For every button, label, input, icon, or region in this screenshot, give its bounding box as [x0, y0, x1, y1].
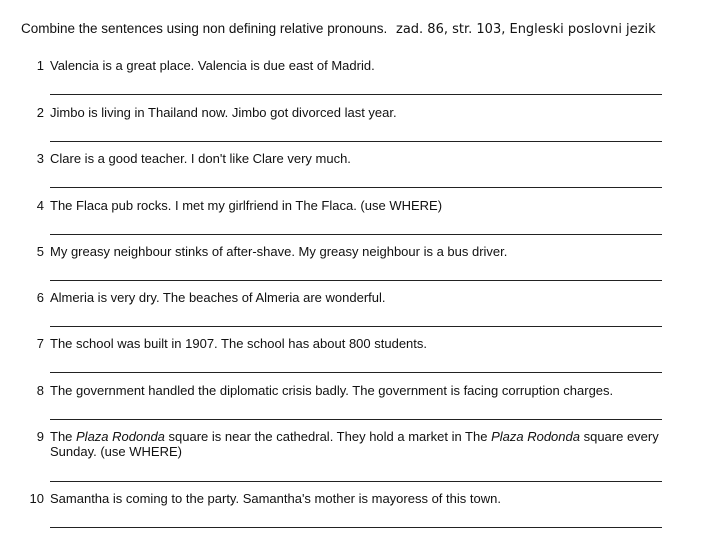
item-sentence — [50, 383, 690, 398]
sentence-text: square every Sunday. (use WHERE) — [50, 429, 659, 459]
answer-line[interactable] — [50, 326, 662, 327]
item-number: 5 — [36, 244, 44, 259]
sentence-text: Clare is a good teacher. I don't like Clare very much. — [50, 151, 351, 166]
sentence-text: Samantha is coming to the party. Samantha's mother is mayoress of this town. — [50, 491, 501, 506]
answer-line[interactable] — [50, 141, 662, 142]
answer-line[interactable] — [50, 234, 662, 235]
item-number: 3 — [36, 151, 44, 166]
item-number: 10 — [29, 491, 44, 506]
answer-line[interactable] — [50, 481, 662, 482]
sentence-text: Almeria is very dry. The beaches of Almeria are wonderful. — [50, 290, 386, 305]
item-sentence — [50, 151, 690, 166]
item-sentence — [50, 429, 690, 459]
answer-line[interactable] — [50, 419, 662, 420]
item-number: 4 — [36, 198, 44, 213]
answer-line[interactable] — [50, 280, 662, 281]
reference-text: zad. 86, str. 103, Engleski poslovni jezik — [396, 22, 656, 37]
answer-line[interactable] — [50, 527, 662, 528]
sentence-text: The — [50, 429, 77, 444]
item-number: 1 — [36, 58, 44, 73]
item-sentence — [50, 244, 690, 259]
sentence-italic-text: Plaza Rodonda — [491, 429, 580, 444]
answer-line[interactable] — [50, 187, 662, 188]
sentence-text: The government handled the diplomatic crisis badly. The government is facing corruption charges. — [50, 383, 614, 398]
item-sentence — [50, 290, 690, 305]
answer-line[interactable] — [50, 94, 662, 95]
sentence-text: square is near the cathedral. They hold a market in The — [164, 429, 492, 444]
instruction-text: Combine the sentences using non defining relative pronouns. — [21, 21, 388, 36]
item-number: 8 — [36, 383, 44, 398]
sentence-text: The Flaca pub rocks. I met my girlfriend in The Flaca. (use WHERE) — [50, 198, 443, 213]
item-number: 7 — [36, 336, 44, 351]
item-sentence — [50, 336, 690, 351]
item-number: 9 — [36, 429, 44, 444]
item-number: 6 — [36, 290, 44, 305]
sentence-text: Valencia is a great place. Valencia is due east of Madrid. — [50, 58, 375, 73]
item-sentence — [50, 198, 690, 213]
sentence-text: The school was built in 1907. The school has about 800 students. — [50, 336, 428, 351]
answer-line[interactable] — [50, 372, 662, 373]
sentence-text: Jimbo is living in Thailand now. Jimbo got divorced last year. — [50, 105, 397, 120]
sentence-text: My greasy neighbour stinks of after-shave. My greasy neighbour is a bus driver. — [50, 244, 508, 259]
item-number: 2 — [36, 105, 44, 120]
item-sentence — [50, 58, 690, 73]
sentence-italic-text: Plaza Rodonda — [76, 429, 165, 444]
item-sentence — [50, 491, 690, 506]
item-sentence — [50, 105, 690, 120]
